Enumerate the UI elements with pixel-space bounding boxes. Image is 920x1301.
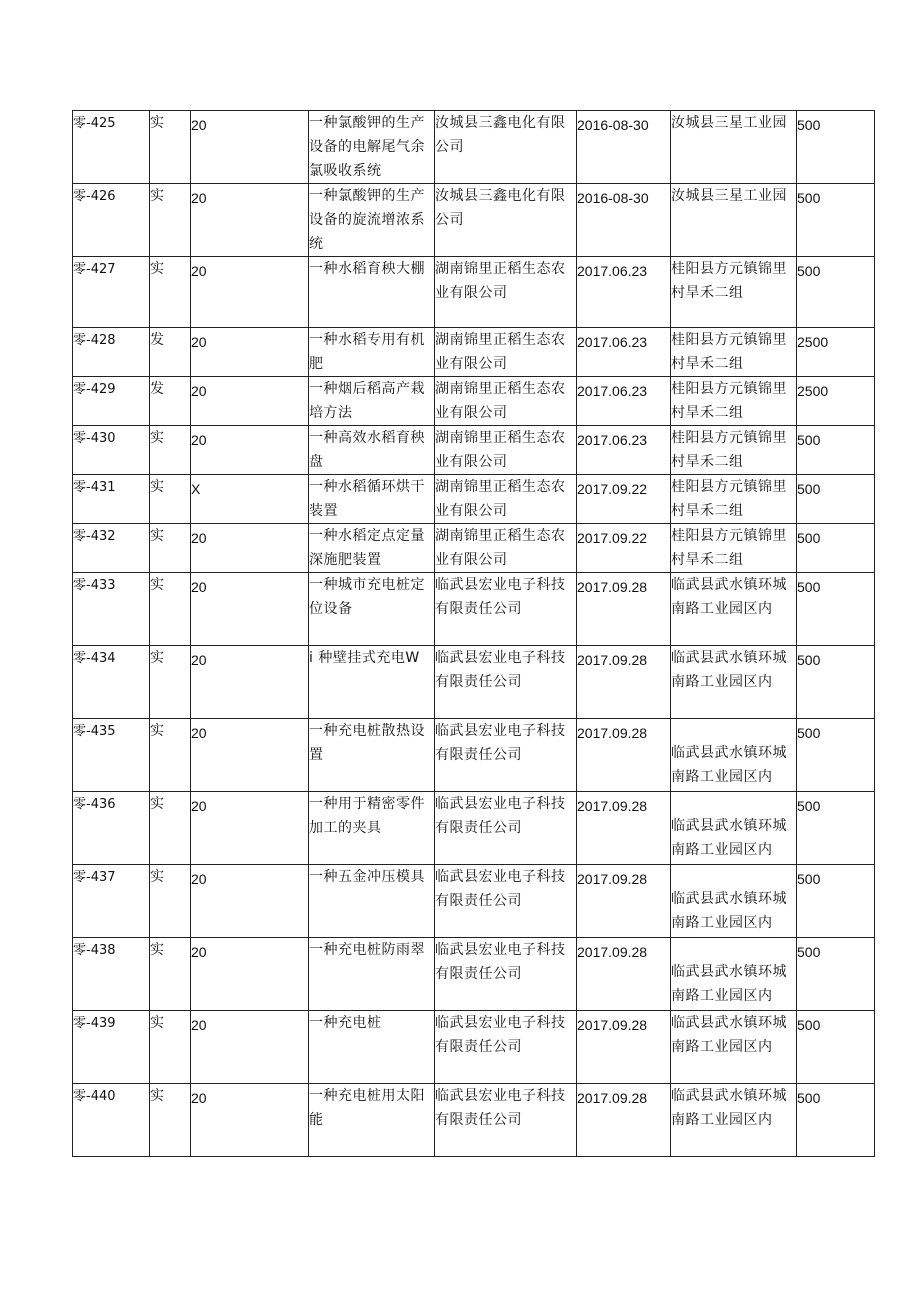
cell-addr-text: 临武县武水镇环城南路工业园区内	[671, 1088, 787, 1128]
cell-amount-text: 500	[797, 190, 821, 206]
cell-num	[191, 475, 309, 524]
cell-id-text: 零-434	[73, 651, 116, 666]
cell-org	[435, 184, 577, 257]
cell-addr-text: 桂阳县方元镇锦里村旱禾二组	[671, 332, 787, 372]
cell-id	[73, 328, 150, 377]
cell-type	[150, 573, 191, 646]
cell-type-text: 实	[150, 528, 164, 544]
cell-id-text: 零-430	[73, 431, 116, 446]
cell-type-text: 实	[150, 115, 164, 131]
cell-addr-text: 桂阳县方元镇锦里村旱禾二组	[671, 479, 787, 519]
cell-num-text: 20	[191, 579, 207, 595]
cell-addr	[671, 257, 797, 328]
table-row	[73, 938, 875, 1011]
cell-type	[150, 792, 191, 865]
cell-type-text: 实	[150, 650, 164, 666]
cell-amount-text: 500	[797, 263, 821, 279]
cell-amount-text: 500	[797, 652, 821, 668]
cell-name	[309, 524, 435, 573]
cell-org	[435, 524, 577, 573]
cell-num-text: 20	[191, 117, 207, 133]
cell-addr-text: 临武县武水镇环城南路工业园区内	[671, 891, 787, 931]
cell-addr	[671, 719, 797, 792]
cell-org	[435, 257, 577, 328]
cell-id-text: 零-428	[73, 333, 116, 348]
table-row	[73, 719, 875, 792]
cell-amount-text: 500	[797, 1017, 821, 1033]
cell-num	[191, 573, 309, 646]
cell-type-text: 实	[150, 261, 164, 277]
cell-addr-text: 临武县武水镇环城南路工业园区内	[671, 577, 787, 617]
cell-date-text: 2017.06.23	[577, 334, 648, 350]
cell-addr-text: 临武县武水镇环城南路工业园区内	[671, 1015, 787, 1055]
cell-id-text: 零-426	[73, 189, 116, 204]
cell-type-text: 发	[150, 381, 164, 397]
cell-org	[435, 328, 577, 377]
cell-amount-text: 500	[797, 432, 821, 448]
cell-id-text: 零-436	[73, 797, 116, 812]
cell-addr	[671, 573, 797, 646]
cell-type	[150, 257, 191, 328]
cell-num-text: X	[191, 481, 201, 497]
cell-addr-text: 临武县武水镇环城南路工业园区内	[671, 745, 787, 785]
cell-addr	[671, 426, 797, 475]
cell-addr	[671, 184, 797, 257]
cell-org	[435, 573, 577, 646]
cell-id-text: 零-429	[73, 382, 116, 397]
table-row	[73, 865, 875, 938]
cell-date-text: 2016-08-30	[577, 190, 649, 206]
cell-name-text: 一种充电桩用太阳能	[309, 1088, 425, 1128]
cell-amount	[797, 1084, 875, 1157]
cell-name	[309, 792, 435, 865]
cell-date-text: 2017.06.23	[577, 263, 648, 279]
cell-date-text: 2017.09.28	[577, 725, 648, 741]
cell-amount	[797, 426, 875, 475]
cell-num	[191, 719, 309, 792]
cell-num	[191, 1084, 309, 1157]
cell-org	[435, 646, 577, 719]
cell-name-text: 一种水稻定点定量深施肥装置	[309, 528, 425, 568]
cell-org	[435, 792, 577, 865]
cell-name	[309, 1084, 435, 1157]
cell-date	[577, 475, 671, 524]
cell-addr-text: 临武县武水镇环城南路工业园区内	[671, 964, 787, 1004]
cell-type	[150, 377, 191, 426]
cell-amount-text: 500	[797, 530, 821, 546]
cell-addr	[671, 111, 797, 184]
cell-num	[191, 524, 309, 573]
cell-org-text: 临武县宏业电子科技有限责任公司	[435, 796, 566, 836]
cell-type-text: 实	[150, 723, 164, 739]
cell-num	[191, 646, 309, 719]
cell-addr-text: 桂阳县方元镇锦里村旱禾二组	[671, 261, 787, 301]
cell-org	[435, 475, 577, 524]
cell-name	[309, 475, 435, 524]
cell-type-text: 实	[150, 188, 164, 204]
cell-id-text: 零-431	[73, 480, 116, 495]
cell-name-text: 一种水稻育秧大棚	[309, 261, 425, 277]
cell-date-text: 2017.09.28	[577, 871, 648, 887]
cell-num-text: 20	[191, 944, 207, 960]
cell-name	[309, 865, 435, 938]
cell-type	[150, 646, 191, 719]
cell-org-text: 临武县宏业电子科技有限责任公司	[435, 723, 566, 763]
cell-type	[150, 184, 191, 257]
cell-id	[73, 184, 150, 257]
cell-num	[191, 1011, 309, 1084]
cell-addr-text: 汝城县三星工业园	[671, 115, 787, 131]
table-row	[73, 184, 875, 257]
cell-date	[577, 377, 671, 426]
cell-amount	[797, 184, 875, 257]
cell-amount-text: 500	[797, 117, 821, 133]
cell-name	[309, 328, 435, 377]
cell-id-text: 零-438	[73, 943, 116, 958]
cell-addr	[671, 865, 797, 938]
cell-name	[309, 573, 435, 646]
cell-name	[309, 719, 435, 792]
cell-date	[577, 524, 671, 573]
cell-num-text: 20	[191, 432, 207, 448]
cell-org	[435, 1011, 577, 1084]
cell-num	[191, 426, 309, 475]
cell-num-text: 20	[191, 334, 207, 350]
cell-name-text: 一种充电桩散热设置	[309, 723, 425, 763]
cell-addr-text: 桂阳县方元镇锦里村旱禾二组	[671, 528, 787, 568]
cell-amount	[797, 377, 875, 426]
cell-amount	[797, 1011, 875, 1084]
cell-org-text: 湖南锦里正稻生态农业有限公司	[435, 479, 566, 519]
cell-num	[191, 328, 309, 377]
cell-org	[435, 865, 577, 938]
cell-name	[309, 377, 435, 426]
cell-addr-text: 临武县武水镇环城南路工业园区内	[671, 818, 787, 858]
cell-id-text: 零-425	[73, 116, 116, 131]
cell-amount	[797, 111, 875, 184]
cell-date	[577, 938, 671, 1011]
cell-name-text: 一种水稻专用有机肥	[309, 332, 425, 372]
cell-addr	[671, 377, 797, 426]
cell-date-text: 2017.06.23	[577, 432, 648, 448]
cell-date-text: 2017.09.22	[577, 481, 648, 497]
cell-num	[191, 184, 309, 257]
cell-name-text: 一种五金冲压模具	[309, 869, 425, 885]
cell-id	[73, 475, 150, 524]
cell-id	[73, 573, 150, 646]
cell-date	[577, 792, 671, 865]
cell-id	[73, 865, 150, 938]
cell-addr	[671, 524, 797, 573]
cell-name	[309, 1011, 435, 1084]
cell-org	[435, 719, 577, 792]
cell-org-text: 临武县宏业电子科技有限责任公司	[435, 1015, 566, 1055]
cell-num	[191, 377, 309, 426]
cell-type	[150, 328, 191, 377]
cell-type	[150, 719, 191, 792]
cell-date-text: 2016-08-30	[577, 117, 649, 133]
cell-name-text: 一种氯酸钾的生产设备的旋流增浓系统	[309, 188, 425, 252]
table-row	[73, 524, 875, 573]
cell-org-text: 临武县宏业电子科技有限责任公司	[435, 869, 566, 909]
cell-num	[191, 792, 309, 865]
cell-type	[150, 938, 191, 1011]
cell-id	[73, 792, 150, 865]
cell-name-text: 一种城市充电桩定位设备	[309, 577, 425, 617]
cell-addr	[671, 1011, 797, 1084]
cell-type-text: 实	[150, 869, 164, 885]
cell-date	[577, 184, 671, 257]
cell-org-text: 临武县宏业电子科技有限责任公司	[435, 942, 566, 982]
cell-amount	[797, 328, 875, 377]
cell-date	[577, 865, 671, 938]
cell-date	[577, 1084, 671, 1157]
cell-org-text: 临武县宏业电子科技有限责任公司	[435, 650, 566, 690]
cell-date-text: 2017.06.23	[577, 383, 648, 399]
cell-name	[309, 184, 435, 257]
cell-id	[73, 1011, 150, 1084]
cell-amount-text: 500	[797, 798, 821, 814]
cell-date-text: 2017.09.28	[577, 944, 648, 960]
cell-addr-text: 汝城县三星工业园	[671, 188, 787, 204]
cell-type-text: 发	[150, 332, 164, 348]
cell-id	[73, 1084, 150, 1157]
cell-date	[577, 1011, 671, 1084]
table-row	[73, 377, 875, 426]
cell-num	[191, 257, 309, 328]
cell-id-text: 零-432	[73, 529, 116, 544]
cell-amount-text: 2500	[797, 383, 829, 399]
cell-type-text: 实	[150, 942, 164, 958]
cell-date	[577, 426, 671, 475]
cell-type-text: 实	[150, 479, 164, 495]
cell-org	[435, 111, 577, 184]
cell-amount	[797, 475, 875, 524]
cell-name-text: 一种氯酸钾的生产设备的电解尾气余氯吸收系统	[309, 115, 425, 179]
cell-amount-text: 500	[797, 725, 821, 741]
cell-org-text: 湖南锦里正稻生态农业有限公司	[435, 528, 566, 568]
cell-date-text: 2017.09.28	[577, 652, 648, 668]
cell-num-text: 20	[191, 263, 207, 279]
cell-date	[577, 328, 671, 377]
cell-addr	[671, 1084, 797, 1157]
cell-name	[309, 426, 435, 475]
cell-name-text: 一种充电桩防雨翠	[309, 942, 425, 958]
cell-amount	[797, 865, 875, 938]
cell-addr	[671, 646, 797, 719]
table-row	[73, 426, 875, 475]
cell-id-text: 零-427	[73, 262, 116, 277]
cell-addr-text: 临武县武水镇环城南路工业园区内	[671, 650, 787, 690]
cell-type-text: 实	[150, 430, 164, 446]
cell-amount	[797, 719, 875, 792]
cell-addr	[671, 792, 797, 865]
cell-num-text: 20	[191, 190, 207, 206]
cell-id	[73, 524, 150, 573]
cell-org-text: 汝城县三鑫电化有限公司	[435, 115, 566, 155]
cell-date	[577, 257, 671, 328]
cell-date	[577, 573, 671, 646]
cell-org-text: 湖南锦里正稻生态农业有限公司	[435, 332, 566, 372]
cell-date-text: 2017.09.28	[577, 1090, 648, 1106]
table-row	[73, 111, 875, 184]
cell-name	[309, 257, 435, 328]
cell-addr-text: 桂阳县方元镇锦里村旱禾二组	[671, 430, 787, 470]
cell-id	[73, 377, 150, 426]
cell-num-text: 20	[191, 383, 207, 399]
cell-date-text: 2017.09.28	[577, 1017, 648, 1033]
cell-amount	[797, 524, 875, 573]
cell-amount	[797, 573, 875, 646]
cell-num-text: 20	[191, 798, 207, 814]
cell-num-text: 20	[191, 871, 207, 887]
table-row	[73, 475, 875, 524]
cell-type	[150, 426, 191, 475]
cell-id	[73, 111, 150, 184]
cell-name-text: i 种壁挂式充电W	[309, 650, 420, 666]
cell-amount-text: 500	[797, 871, 821, 887]
cell-type	[150, 1011, 191, 1084]
cell-type	[150, 524, 191, 573]
cell-type	[150, 865, 191, 938]
cell-addr	[671, 328, 797, 377]
table-row	[73, 257, 875, 328]
patent-table	[72, 110, 875, 1157]
cell-date-text: 2017.09.28	[577, 579, 648, 595]
cell-num	[191, 111, 309, 184]
cell-amount	[797, 257, 875, 328]
cell-date	[577, 719, 671, 792]
table-row	[73, 573, 875, 646]
cell-amount	[797, 646, 875, 719]
cell-name-text: 一种用于精密零件加工的夹具	[309, 796, 425, 836]
cell-amount	[797, 938, 875, 1011]
cell-id	[73, 938, 150, 1011]
cell-org	[435, 377, 577, 426]
cell-amount-text: 500	[797, 481, 821, 497]
table-row	[73, 1011, 875, 1084]
cell-amount-text: 500	[797, 944, 821, 960]
cell-org-text: 湖南锦里正稻生态农业有限公司	[435, 381, 566, 421]
table-row	[73, 1084, 875, 1157]
cell-org-text: 湖南锦里正稻生态农业有限公司	[435, 261, 566, 301]
cell-amount-text: 500	[797, 1090, 821, 1106]
cell-num-text: 20	[191, 1090, 207, 1106]
cell-name	[309, 646, 435, 719]
cell-org-text: 湖南锦里正稻生态农业有限公司	[435, 430, 566, 470]
cell-name	[309, 938, 435, 1011]
cell-type	[150, 1084, 191, 1157]
cell-name-text: 一种充电桩	[309, 1015, 382, 1031]
cell-date	[577, 111, 671, 184]
cell-date-text: 2017.09.22	[577, 530, 648, 546]
cell-org-text: 临武县宏业电子科技有限责任公司	[435, 577, 566, 617]
cell-name-text: 一种高效水稻育秧盘	[309, 430, 425, 470]
cell-org	[435, 1084, 577, 1157]
cell-type-text: 实	[150, 1015, 164, 1031]
cell-num	[191, 865, 309, 938]
cell-num-text: 20	[191, 652, 207, 668]
cell-id	[73, 719, 150, 792]
cell-type	[150, 111, 191, 184]
cell-num-text: 20	[191, 725, 207, 741]
cell-id-text: 零-439	[73, 1016, 116, 1031]
cell-amount-text: 2500	[797, 334, 829, 350]
cell-id-text: 零-433	[73, 578, 116, 593]
cell-org	[435, 938, 577, 1011]
table-row	[73, 328, 875, 377]
cell-org-text: 汝城县三鑫电化有限公司	[435, 188, 566, 228]
table-row	[73, 792, 875, 865]
cell-name	[309, 111, 435, 184]
cell-date	[577, 646, 671, 719]
cell-type-text: 实	[150, 1088, 164, 1104]
cell-org	[435, 426, 577, 475]
cell-type-text: 实	[150, 796, 164, 812]
cell-date-text: 2017.09.28	[577, 798, 648, 814]
table-row	[73, 646, 875, 719]
cell-type	[150, 475, 191, 524]
cell-name-text: 一种烟后稻高产栽培方法	[309, 381, 425, 421]
cell-type-text: 实	[150, 577, 164, 593]
cell-id-text: 零-437	[73, 870, 116, 885]
cell-id-text: 零-440	[73, 1089, 116, 1104]
cell-num-text: 20	[191, 1017, 207, 1033]
cell-addr	[671, 938, 797, 1011]
cell-num-text: 20	[191, 530, 207, 546]
cell-amount-text: 500	[797, 579, 821, 595]
cell-name-text: 一种水稻循环烘干装置	[309, 479, 425, 519]
cell-amount	[797, 792, 875, 865]
cell-addr	[671, 475, 797, 524]
cell-id	[73, 426, 150, 475]
cell-org-text: 临武县宏业电子科技有限责任公司	[435, 1088, 566, 1128]
cell-id	[73, 646, 150, 719]
cell-addr-text: 桂阳县方元镇锦里村旱禾二组	[671, 381, 787, 421]
cell-id-text: 零-435	[73, 724, 116, 739]
cell-id	[73, 257, 150, 328]
cell-num	[191, 938, 309, 1011]
